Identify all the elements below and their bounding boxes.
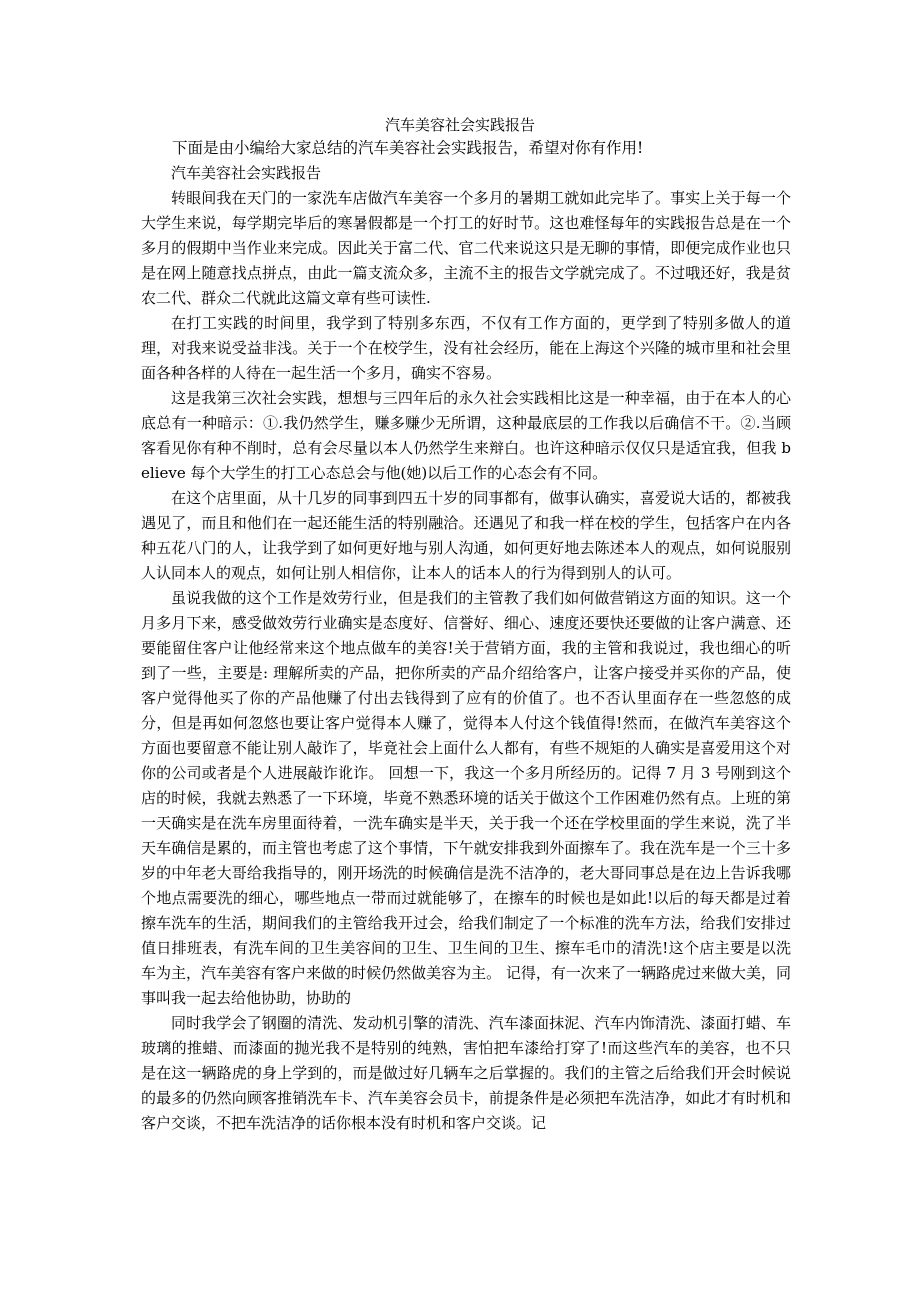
document-title: 汽车美容社会实践报告: [384, 116, 535, 134]
body-paragraph: 转眼间我在天门的一家洗车店做汽车美容一个多月的暑期工就如此完毕了。事实上关于每一个大学生来说，每学期完毕后的寒暑假都是一个打工的好时节。这也难怪每年的实践报告总是在一个多月的假期中当作业来完成。因此关于富二代、官二代来说这只是无聊的事情，即便完成作业也只是在网上随意找点拼点，由此一篇支流众多，主流不主的报告文学就完成了。不过哦还好，我是贫农二代、群众二代就此这篇文章有些可读性.: [141, 189, 791, 307]
body-paragraph: 虽说我做的这个工作是效劳行业，但是我们的主管教了我们如何做营销这方面的知识。这一个月多月下来，感受做效劳行业确实是态度好、信誉好、细心、速度还要快还要做的让客户满意、还要能留住客户让他经常来这个地点做车的美容!关于营销方面，我的主管和我说过，我也细心的听到了一些，主要是: 理解所卖的产品，把你所卖的产品介绍给客户，让客户接受并买你的产品，使客户觉得他买了你的产品他赚了付出去钱得到了应有的价值了。也不否认里面存在一些忽悠的成分，但是再如何忽悠也要让客户觉得本人赚了，觉得本人付这个钱值得!然而，在做汽车美容这个方面也要留意不能让别人敲诈了，毕竟社会上面什么人都有，有些不规矩的人确实是喜爱用这个对你的公司或者是个人进展敲诈讹诈。 回想一下，我这一个多月所经历的。记得 7 月 3 号刚到这个店的时候，我就去熟悉了一下环境，毕竟不熟悉环境的话关于做这个工作困难仍然有点。上班的第一天确实是在洗车房里面待着，一洗车确实是半天，关于我一个还在学校里面的学生来说，洗了半天车确信是累的，而主管也考虑了这个事情，下午就安排我到外面擦车了。我在洗车是一个三十多岁的中年老大哥给我指导的，刚开场洗的时候确信是洗不洁净的，老大哥同事总是在边上告诉我哪个地点需要洗的细心，哪些地点一带而过就能够了，在擦车的时候也是如此!以后的每天都是过着擦车洗车的生活，期间我们的主管给我开过会，给我们制定了一个标准的洗车方法，给我们安排过值日排班表，有洗车间的卫生美容间的卫生、卫生间的卫生、擦车毛巾的清洗!这个店主要是以洗车为主，汽车美容有客户来做的时候仍然做美容为主。 记得，有一次来了一辆路虎过来做大美，同事叫我一起去给他协助，协助的: [141, 589, 791, 1007]
body-paragraph: 在打工实践的时间里，我学到了特别多东西，不仅有工作方面的，更学到了特别多做人的道理，对我来说受益非浅。关于一个在校学生，没有社会经历，能在上海这个兴隆的城市里和社会里面各种各样的人待在一起生活一个多月，确实不容易。: [141, 314, 791, 382]
body-paragraph: 在这个店里面，从十几岁的同事到四五十岁的同事都有，做事认确实，喜爱说大话的，都被我遇见了，而且和他们在一起还能生活的特别融洽。还遇见了和我一样在校的学生，包括客户在内各种五花八门的人，让我学到了如何更好地与别人沟通，如何更好地去陈述本人的观点，如何说服别人认同本人的观点，如何让别人相信你，让本人的话本人的行为得到别人的认可。: [141, 489, 791, 582]
document-body: [141, 136, 791, 1136]
body-paragraph: 同时我学会了钢圈的清洗、发动机引擎的清洗、汽车漆面抹泥、汽车内饰清洗、漆面打蜡、车玻璃的推蜡、而漆面的抛光我不是特别的纯熟，害怕把车漆给打穿了!而这些汽车的美容，也不只是在这一辆路虎的身上学到的，而是做过好几辆车之后掌握的。我们的主管之后给我们开会时候说的最多的仍然向顾客推销洗车卡、汽车美容会员卡，前提条件是必须把车洗洁净，如此才有时机和客户交谈，不把车洗洁净的话你根本没有时机和客户交谈。记: [141, 1014, 791, 1132]
intro-paragraph: 下面是由小编给大家总结的汽车美容社会实践报告，希望对你有作用!: [172, 139, 644, 157]
subtitle-paragraph: 汽车美容社会实践报告: [171, 164, 322, 182]
body-paragraph: 这是我第三次社会实践，想想与三四年后的永久社会实践相比这是一种幸福，由于在本人的心底总有一种暗示：①.我仍然学生，赚多赚少无所谓，这种最底层的工作我以后确信不干。②.当顾客看见你有种不削时，总有会尽量以本人仍然学生来辩白。也许这种暗示仅仅只是适宜我，但我 believe 每个大学生的打工心态总会与他(她)以后工作的心态会有不同。: [141, 389, 791, 482]
